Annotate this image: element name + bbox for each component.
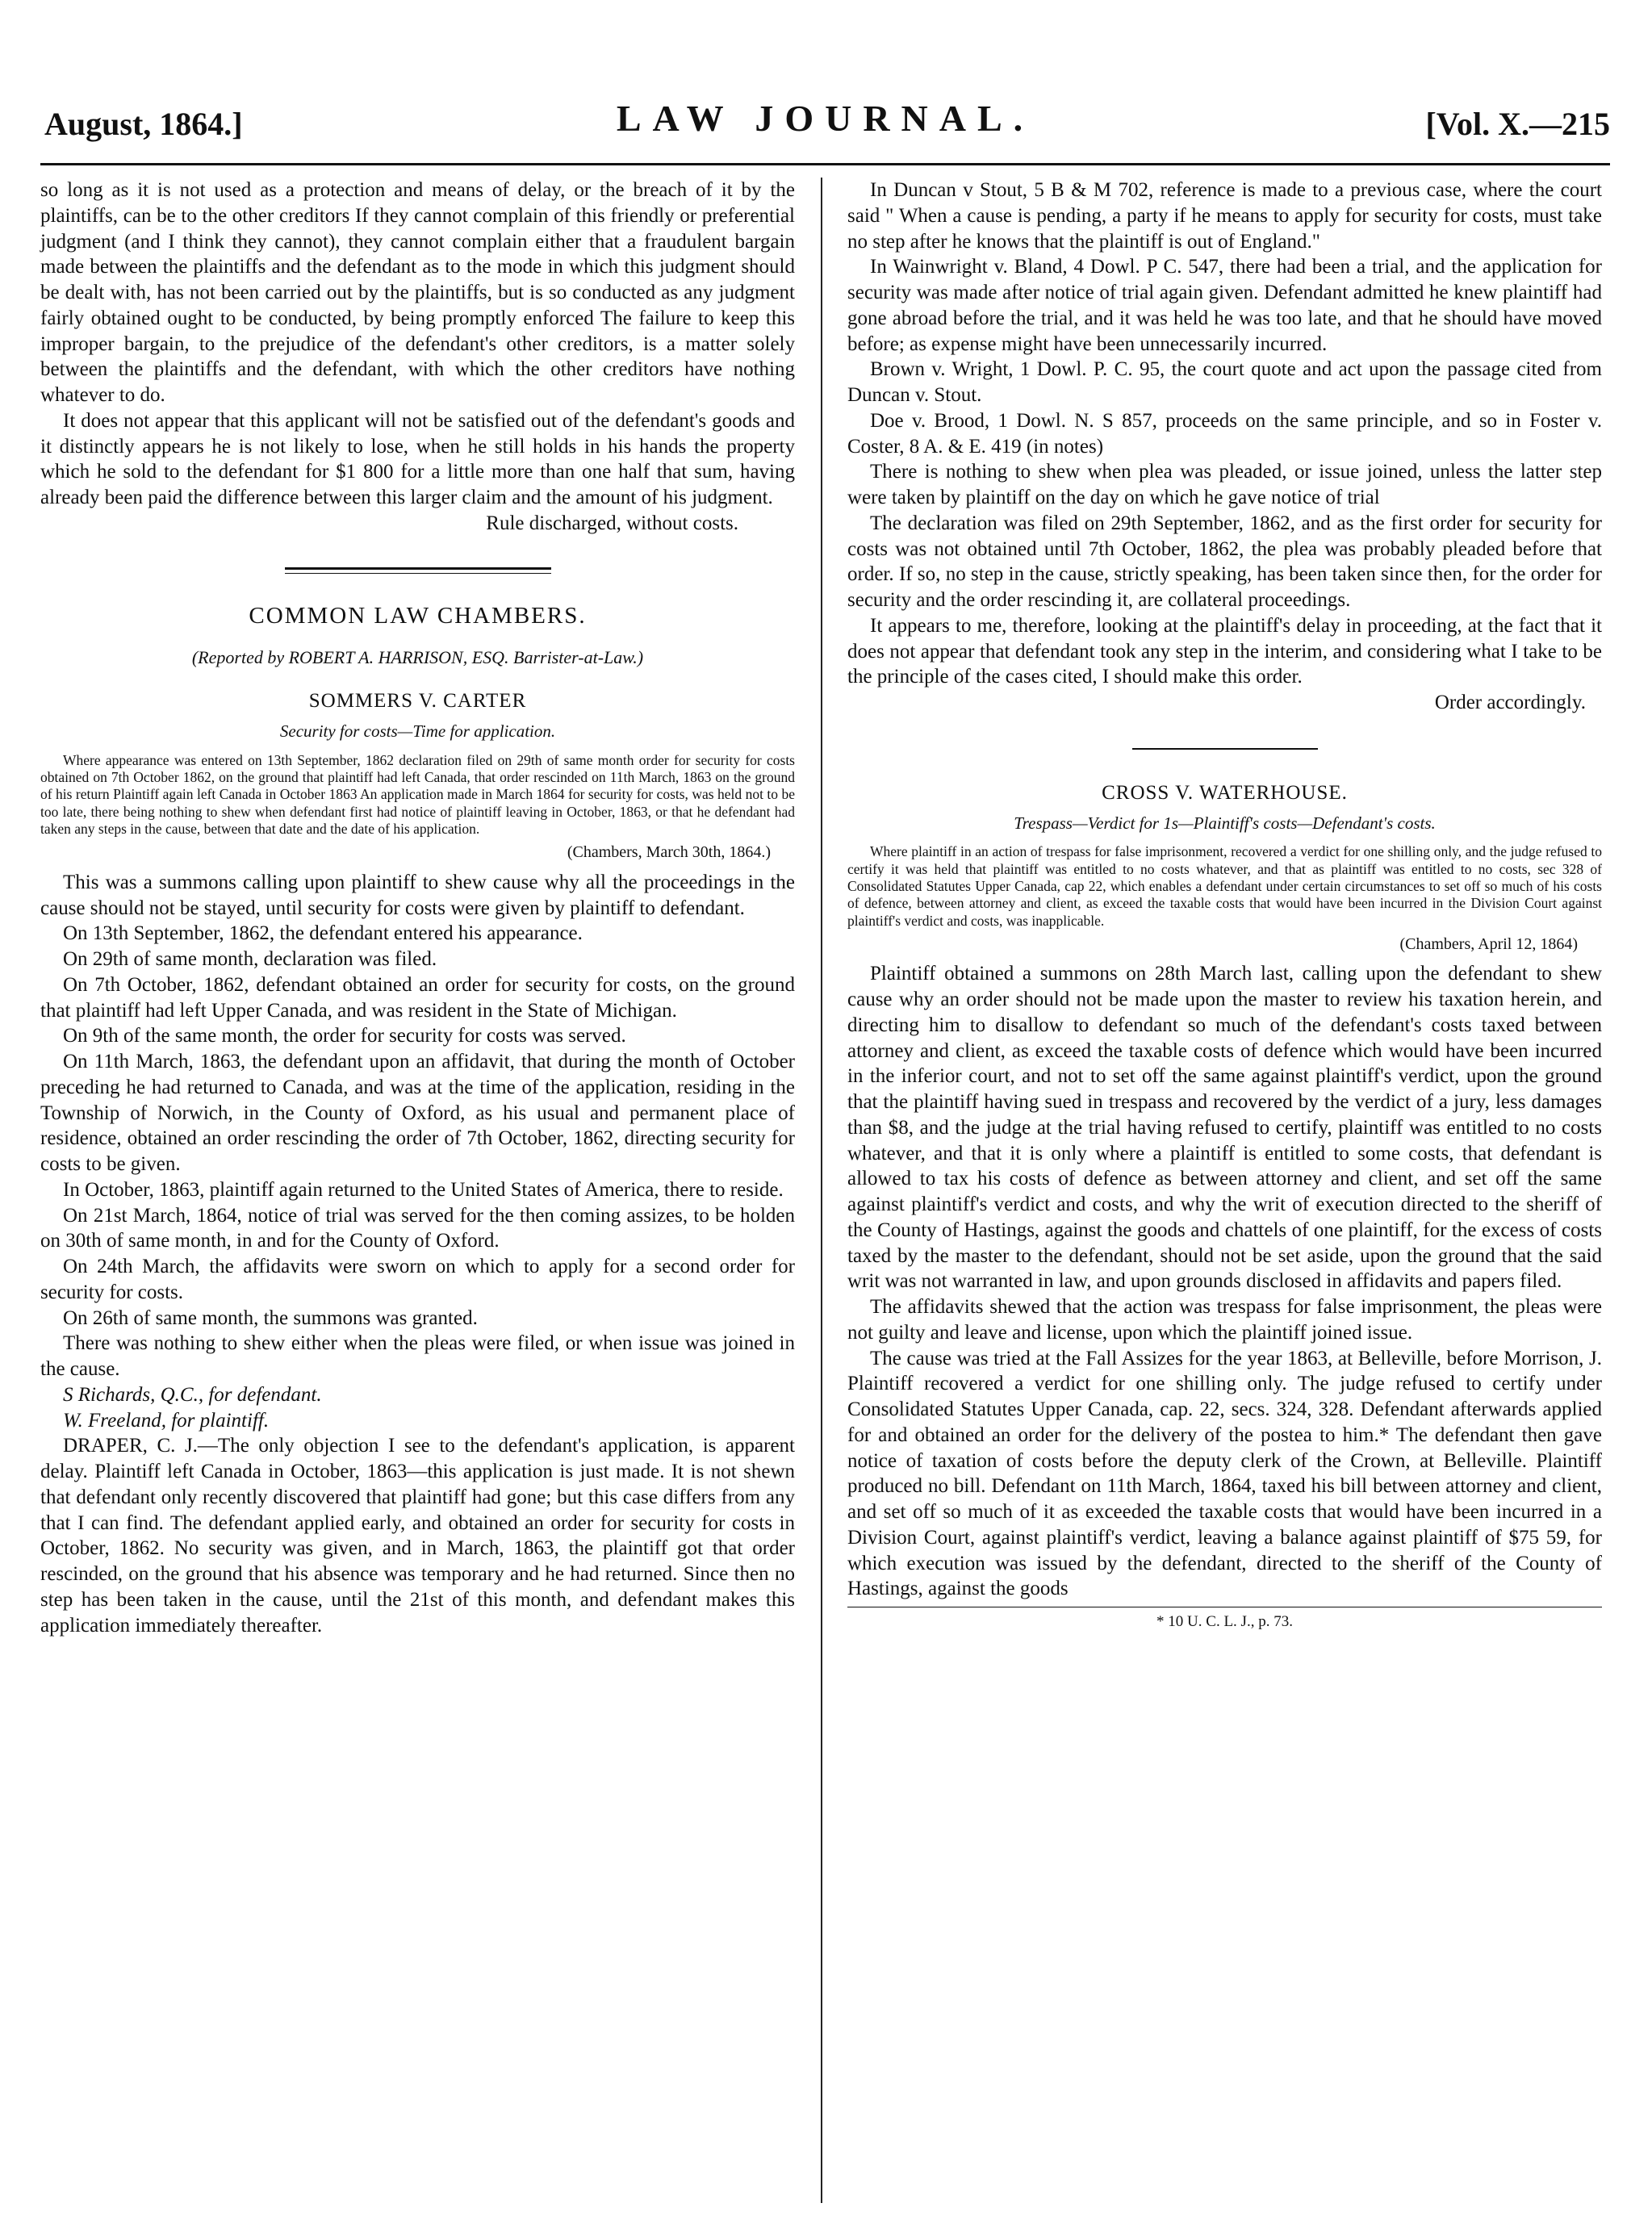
paragraph: There was nothing to shew either when the pleas were filed, or when issue was joined in the cause. bbox=[40, 1332, 795, 1381]
header-title: LAW JOURNAL. bbox=[616, 98, 1035, 139]
paragraph: It appears to me, therefore, looking at the plaintiff's delay in proceeding, at the fact that it does not appear that defendant took any step in the interim, and considering what I take to be the principle of the cases cited, I should make this order. bbox=[847, 614, 1602, 688]
paragraph: In Wainwright v. Bland, 4 Dowl. P C. 547, there had been a trial, and the application for security was made after notice of trial again given. Defendant admitted he knew plaintiff had gone abroad before the trial, and it was held he was too late, and that he should have moved before; as expense might have been unnecessarily incurred. bbox=[847, 256, 1602, 355]
headnote: Where plaintiff in an action of trespass for false imprisonment, recovered a verdict for one shilling only, and the judge refused to certify it was held that plaintiff was entitled to no costs whatever, and that as plaintiff was entitled to no costs, sec 328 of Consolidated Statutes Upper Canada, cap 22, which enables a defendant under certain circumstances to set off so much of his costs of defence, between attorney and client, as exceed the taxable costs that would have been incurred in the Division Court against plaintiff's verdict and costs, was inapplicable. bbox=[847, 843, 1602, 929]
paragraph: There is nothing to shew when plea was pleaded, or issue joined, unless the latter step were taken by plaintiff on the day on which he gave notice of trial bbox=[847, 461, 1602, 508]
case-title: SOMMERS V. CARTER bbox=[308, 690, 527, 713]
paragraph: This was a summons calling upon plaintiff to shew cause why all the proceedings in the cause should not be stayed, until security for costs were given by plaintiff to defendant. bbox=[40, 871, 795, 919]
paragraph: On 29th of same month, declaration was filed. bbox=[63, 948, 437, 971]
chambers-date: (Chambers, March 30th, 1864.) bbox=[567, 843, 771, 862]
paragraph: On 7th October, 1862, defendant obtained an order for security for costs, on the ground that plaintiff had left Upper Canada, and was resident in the State of Michigan. bbox=[40, 973, 795, 1022]
case-subtitle: Security for costs—Time for application. bbox=[279, 721, 556, 742]
paragraph: On 13th September, 1862, the defendant entered his appearance. bbox=[63, 922, 583, 945]
reporter-credit: (Reported by ROBERT A. HARRISON, ESQ. Barrister-at-Law.) bbox=[191, 647, 644, 668]
paragraph: Brown v. Wright, 1 Dowl. P. C. 95, the court quote and act upon the passage cited from Duncan v. Stout. bbox=[847, 358, 1602, 406]
paragraph: In October, 1863, plaintiff again returned to the United States of America, there to reside. bbox=[63, 1178, 784, 1201]
header-rule bbox=[40, 163, 1610, 165]
rule-discharged: Rule discharged, without costs. bbox=[486, 512, 738, 534]
paragraph: In Duncan v Stout, 5 B & M 702, reference is made to a previous case, where the court said " When a cause is pending, a party if he means to apply for security for costs, must take no step after he knows that the plaintiff is out of England." bbox=[847, 179, 1602, 253]
paragraph: The declaration was filed on 29th September, 1862, and as the first order for security for costs was not obtained until 7th October, 1862, the plea was probably pleaded before that order. If so, no step in the cause, strictly speaking, has been taken since then, for the order for security and the order rescinding it, are collateral proceedings. bbox=[847, 512, 1602, 611]
section-title: COMMON LAW CHAMBERS. bbox=[249, 602, 587, 629]
counsel-defendant: S Richards, Q.C., for defendant. bbox=[63, 1383, 322, 1406]
paragraph: so long as it is not used as a protection and means of delay, or the breach of it by the plaintiffs, can be to the other creditors If they cannot complain of this friendly or preferential judgment (and I think they cannot), they cannot complain either that a fraudulent bargain made between the plaintiffs and the defendant as to the mode in which this judgment should be dealt with, has not been carried out by the plaintiffs, but is so conducted as any judgment fairly obtained ought to be conducted, by being promptly enforced The failure to keep this improper bargain, to the prejudice of the defendant's other creditors, is a matter solely between the plaintiffs and the defendant, with which the other creditors have nothing whatever to do. bbox=[40, 179, 795, 406]
paragraph: It does not appear that this applicant will not be satisfied out of the defendant's goods and it distinctly appears he is not likely to lose, when he still holds in his hands the property which he sold to the defendant for $1 800 for a little more than one half that sum, having already been paid the difference between this larger claim and the amount of his judgment. bbox=[40, 409, 795, 508]
paragraph: Doe v. Brood, 1 Dowl. N. S 857, proceeds on the same principle, and so in Foster v. Coster, 8 A. & E. 419 (in notes) bbox=[847, 409, 1602, 458]
paragraph: On 24th March, the affidavits were sworn on which to apply for a second order for security for costs. bbox=[40, 1256, 795, 1303]
paragraph: The affidavits shewed that the action was trespass for false imprisonment, the pleas were not guilty and leave and license, upon which the plaintiff joined issue. bbox=[847, 1296, 1602, 1344]
journal-page bbox=[40, 89, 1610, 2187]
page-header bbox=[40, 89, 1610, 145]
section-rule bbox=[1132, 748, 1318, 750]
footnote: * 10 U. C. L. J., p. 73. bbox=[1156, 1613, 1293, 1631]
headnote: Where appearance was entered on 13th September, 1862 declaration filed on 29th of same month order for security for costs obtained on 7th October 1862, on the ground that plaintiff had left Canada, that order rescinded on 11th March, 1863 on the ground of his return Plaintiff again left Canada in October 1863 An application made in March 1864 for security for costs, was held not to be too late, there being nothing to shew when defendant first had notice of plaintiff leaving in October, 1863, or that he defendant had taken any steps in the cause, between that date and the date of his application. bbox=[40, 751, 795, 838]
section-rule-thin bbox=[285, 573, 551, 574]
case-subtitle: Trespass—Verdict for 1s—Plaintiff's costs—Defendant's costs. bbox=[1014, 813, 1436, 833]
paragraph: On 9th of the same month, the order for security for costs was served. bbox=[63, 1025, 626, 1047]
judgment-paragraph: DRAPER, C. J.—The only objection I see to the defendant's application, is apparent delay. Plaintiff left Canada in October, 1863—this application is just made. It is not shewn that defendant only recently discovered that plaintiff had gone; but this case differs from any that I can find. The defendant applied early, and obtained an order for security for costs in October, 1862. No security was given, and in March, 1863, the plaintiff got that order rescinded, on the ground that his absence was temporary and he had returned. Since then no step has been taken in the cause, until the 21st of this month, and defendant makes this application immediately thereafter. bbox=[40, 1435, 795, 1637]
paragraph: On 11th March, 1863, the defendant upon an affidavit, that during the month of October preceding he had returned to Canada, and was at the time of the application, residing in the Township of Norwich, in the County of Oxford, as his usual and permanent place of residence, obtained an order rescinding the order of 7th October, 1862, directing security for costs to be given. bbox=[40, 1051, 795, 1176]
counsel-plaintiff: W. Freeland, for plaintiff. bbox=[63, 1409, 270, 1432]
column-divider bbox=[821, 178, 822, 2203]
left-column bbox=[40, 178, 795, 1638]
order-accordingly: Order accordingly. bbox=[1434, 692, 1586, 713]
paragraph: On 26th of same month, the summons was granted. bbox=[63, 1306, 478, 1329]
right-column bbox=[847, 178, 1602, 1632]
case-title: CROSS V. WATERHOUSE. bbox=[1102, 781, 1348, 804]
header-date: August, 1864.] bbox=[44, 106, 243, 142]
chambers-date: (Chambers, April 12, 1864) bbox=[1399, 934, 1578, 953]
section-rule bbox=[285, 567, 551, 570]
paragraph: On 21st March, 1864, notice of trial was served for the then coming assizes, to be holden on 30th of same month, in and for the County of Oxford. bbox=[40, 1204, 795, 1252]
paragraph: The cause was tried at the Fall Assizes for the year 1863, at Belleville, before Morrison, J. Plaintiff recovered a verdict for one shilling only. The judge refused to certify under Consolidated Statutes Upper Canada, cap. 22, secs. 324, 328. Defendant afterwards applied for and obtained an order for the delivery of the postea to him.* The defendant then gave notice of taxation of costs before the deputy clerk of the Crown, at Belleville. Plaintiff produced no bill. Defendant on 11th March, 1864, taxed his bill between attorney and client, and set off so much of it as exceeded the taxable costs that would have been incurred in a Division Court, against plaintiff's verdict, leaving a balance against plaintiff of $75 59, for which execution was issued by the defendant, directed to the sheriff of the County of Hastings, against the goods bbox=[847, 1347, 1602, 1600]
header-volume: [Vol. X.—215 bbox=[1425, 106, 1610, 142]
paragraph: Plaintiff obtained a summons on 28th March last, calling upon the defendant to shew cause why an order should not be made upon the master to review his taxation herein, and directing him to disallow to defendant so much of the defendant's costs taxed between attorney and client, as exceed the taxable costs of defence which would have been incurred in the inferior court, and not to set off the same against plaintiff's verdict, upon the ground that the plaintiff having sued in trespass and recovered by the verdict of a jury, less damages than $8, and the judge at the trial having refused to certify, plaintiff was entitled to no costs whatever, and that it is only where a plaintiff is entitled to some costs, that defendant is allowed to tax his costs of defence as between attorney and client, and set off the same against plaintiff's verdict and costs, and why the writ of execution directed to the sheriff of the County of Hastings, against the goods and chattels of one plaintiff, for the excess of costs taxed by the master to the defendant, should not be set aside, upon the ground that the said writ was not warranted in law, and upon grounds disclosed in affidavits and papers filed. bbox=[847, 963, 1602, 1293]
